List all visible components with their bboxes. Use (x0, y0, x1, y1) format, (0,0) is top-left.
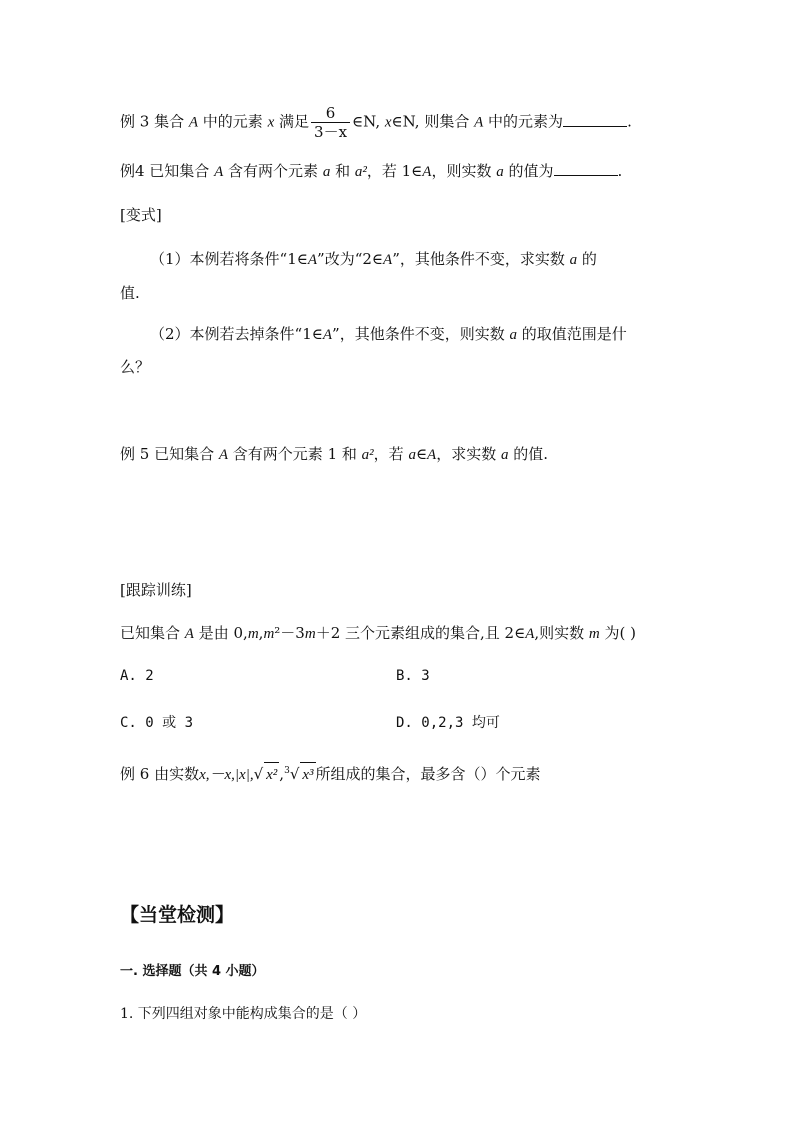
option-a[interactable]: A. 2 (120, 668, 154, 684)
example-5: 例 5 已知集合 A 含有两个元素 1 和 a²，若 a∈A，求实数 a 的值. (120, 445, 549, 463)
option-c[interactable]: C. 0 或 3 (120, 715, 194, 731)
cube-root-radicand: x³ (300, 762, 315, 786)
answer-blank[interactable] (563, 112, 627, 127)
example-6: 例 6 由实数x,－x,|x|,√ x² ,$^3$√ x³ 所组成的集合，最多含（）个元素 (120, 760, 541, 786)
variant-2-line-2: 么？ (120, 358, 151, 376)
tracking-label: [跟踪训练] (120, 581, 192, 599)
option-d[interactable]: D. 0,2,3 均可 (396, 715, 500, 731)
subsection-title: 一. 选择题（共 4 小题） (120, 964, 265, 979)
variant-1-line-2: 值. (120, 284, 140, 302)
question-1: 1. 下列四组对象中能构成集合的是（ ） (120, 1006, 367, 1022)
sqrt-radicand: x² (264, 762, 279, 786)
example-4: 例4 已知集合 A 含有两个元素 a 和 a²，若 1∈A，则实数 a 的值为 . (120, 162, 623, 180)
tracking-question: 已知集合 A 是由 0,m,m²－3m＋2 三个元素组成的集合,且 2∈A,则实数 m 为( ) (120, 624, 636, 642)
variant-1-line-1: （1）本例若将条件“1∈A”改为“2∈A”，其他条件不变，求实数 a 的 (150, 250, 597, 268)
fraction: $\frac{6}{3-x}$ (311, 104, 350, 141)
section-heading: 【当堂检测】 (120, 904, 235, 926)
variant-2-line-1: （2）本例若去掉条件“1∈A”，其他条件不变，则实数 a 的取值范围是什 (150, 325, 627, 343)
sqrt-symbol: √ (253, 765, 264, 783)
option-b[interactable]: B. 3 (396, 668, 430, 684)
variant-label: [变式] (120, 206, 162, 224)
cube-root-index: 3 (284, 766, 290, 776)
example-3: 例 3 集合 A 中的元素 x 满足 $\frac{6}{3-x}$ ∈N, x∈N, 则集合 A 中的元素为 . (120, 104, 632, 141)
cube-root-symbol: √ (289, 765, 300, 783)
answer-blank[interactable] (554, 161, 618, 176)
